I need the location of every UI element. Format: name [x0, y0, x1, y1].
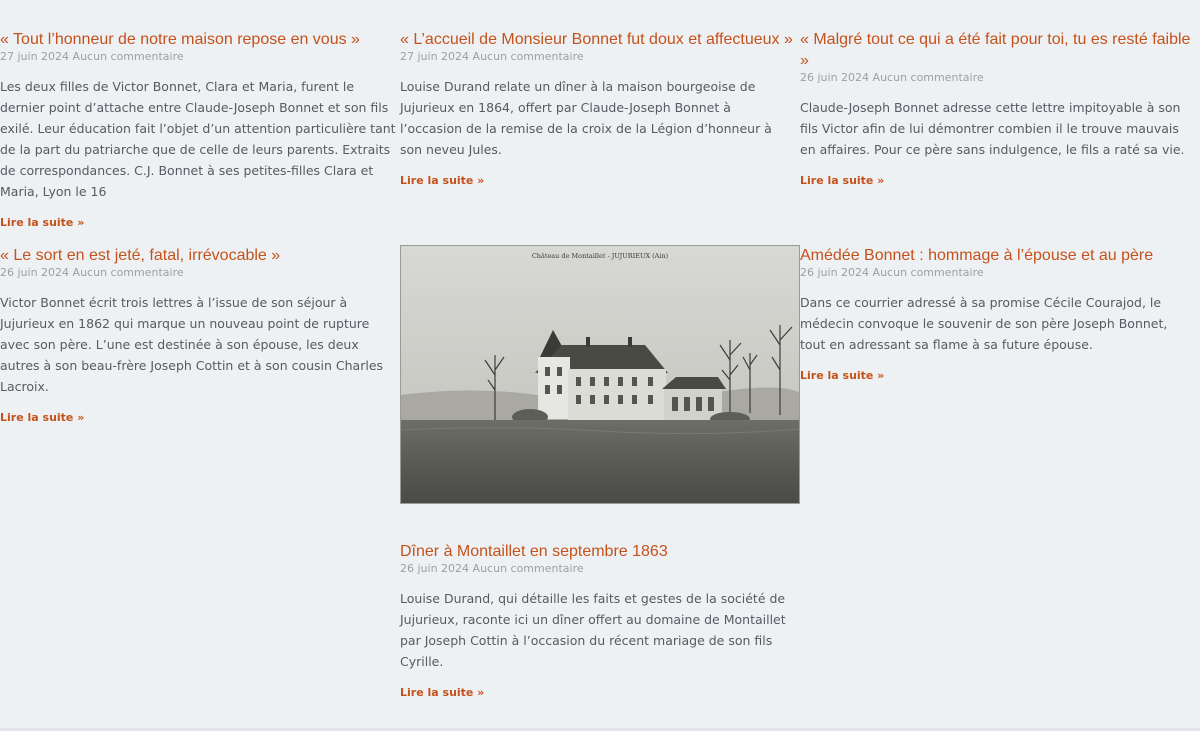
post-title-link[interactable]: Dîner à Montaillet en septembre 1863: [400, 543, 668, 560]
post-meta: [800, 71, 1192, 85]
post-card: [400, 541, 795, 700]
post-comments-link[interactable]: Aucun commentaire: [472, 50, 584, 63]
post-title-link[interactable]: « Malgré tout ce qui a été fait pour toi, tu es resté faible »: [800, 31, 1191, 69]
post-comments-link[interactable]: Aucun commentaire: [872, 266, 984, 279]
post-card: [400, 29, 795, 188]
post-date: 26 juin 2024: [800, 71, 870, 84]
post-meta: [800, 266, 1196, 280]
post-date: 27 juin 2024: [400, 50, 470, 63]
post-comments-link[interactable]: Aucun commentaire: [72, 266, 184, 279]
post-comments-link[interactable]: Aucun commentaire: [872, 71, 984, 84]
read-more-link[interactable]: Lire la suite »: [400, 686, 485, 699]
post-card: [0, 29, 396, 230]
post-excerpt: Victor Bonnet écrit trois lettres à l’issue de son séjour à Jujurieux en 1862 qui marque un nouveau point de rupture avec son père. L’une est destinée à son épouse, les deux autres à son beau-frère Joseph Cottin et à son cousin Charles Lacroix.: [0, 295, 384, 394]
post-meta: [0, 50, 396, 64]
post-card: [800, 245, 1196, 383]
post-date: 26 juin 2024: [400, 562, 470, 575]
post-meta: [400, 50, 795, 64]
post-thumbnail-image[interactable]: [400, 245, 800, 504]
post-comments-link[interactable]: Aucun commentaire: [472, 562, 584, 575]
post-date: 27 juin 2024: [0, 50, 70, 63]
post-card: [800, 29, 1192, 188]
read-more-link[interactable]: Lire la suite »: [800, 369, 885, 382]
post-title-link[interactable]: « L’accueil de Monsieur Bonnet fut doux et affectueux »: [400, 31, 793, 48]
post-comments-link[interactable]: Aucun commentaire: [72, 50, 184, 63]
post-title-link[interactable]: Amédée Bonnet : hommage à l’épouse et au père: [800, 247, 1154, 264]
post-excerpt: Claude-Joseph Bonnet adresse cette lettre impitoyable à son fils Victor afin de lui démontrer combien il le trouve mauvais en affaires. Pour ce père sans indulgence, le fils a raté sa vie.: [800, 100, 1185, 157]
post-meta: [0, 266, 396, 280]
post-excerpt: Louise Durand, qui détaille les faits et gestes de la société de Jujurieux, raconte ici un dîner offert au domaine de Montaillet par Joseph Cottin à l’occasion du récent mariage de son fils Cyrille.: [400, 591, 786, 669]
post-title-link[interactable]: « Le sort en est jeté, fatal, irrévocable »: [0, 247, 281, 264]
post-meta: [400, 562, 795, 576]
post-card: [0, 245, 396, 425]
postcard-caption: Château de Montaillet - JUJURIEUX (Ain): [531, 252, 669, 260]
post-date: 26 juin 2024: [800, 266, 870, 279]
read-more-link[interactable]: Lire la suite »: [800, 174, 885, 187]
read-more-link[interactable]: Lire la suite »: [0, 411, 85, 424]
post-excerpt: Dans ce courrier adressé à sa promise Cécile Courajod, le médecin convoque le souvenir de son père Joseph Bonnet, tout en adressant sa flame à sa future épouse.: [800, 295, 1168, 352]
post-date: 26 juin 2024: [0, 266, 70, 279]
post-title-link[interactable]: « Tout l’honneur de notre maison repose en vous »: [0, 31, 360, 48]
post-excerpt: Les deux filles de Victor Bonnet, Clara et Maria, furent le dernier point d’attache entre Claude-Joseph Bonnet et son fils exilé. Leur éducation fait l’objet d’un attention particulière tant de la part du patriarche que de celle de leurs parents. Extraits de correspondances. C.J. Bonnet à ses petites-filles Clara et Maria, Lyon le 16: [0, 79, 396, 199]
post-excerpt: Louise Durand relate un dîner à la maison bourgeoise de Jujurieux en 1864, offert par Claude-Joseph Bonnet à l’occasion de la remise de la croix de la Légion d’honneur à son neveu Jules.: [400, 79, 772, 157]
read-more-link[interactable]: Lire la suite »: [0, 216, 85, 229]
read-more-link[interactable]: Lire la suite »: [400, 174, 485, 187]
